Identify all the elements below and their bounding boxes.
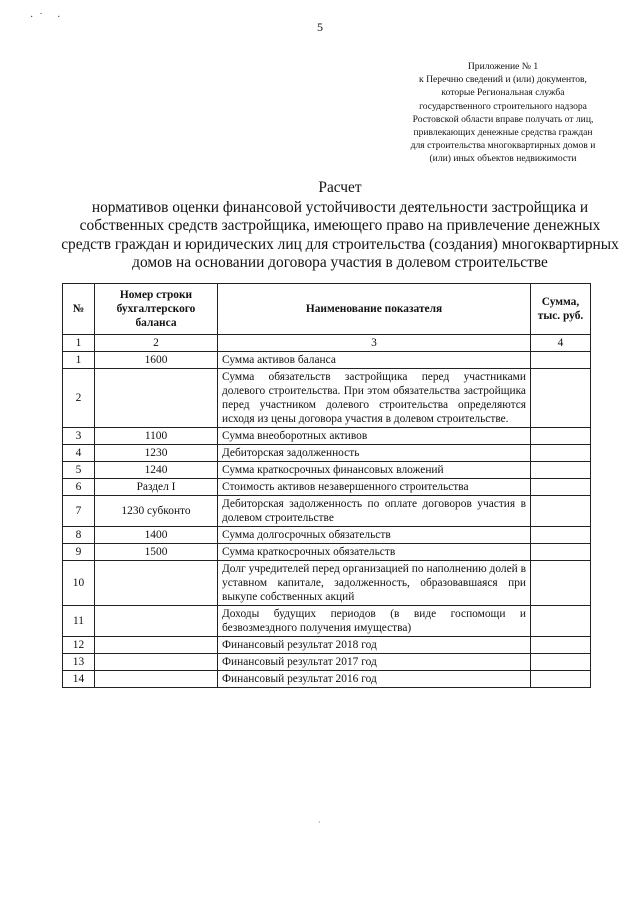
- appendix-line: Приложение № 1: [467, 61, 539, 72]
- appendix-line: для строительства многоквартирных домов и: [410, 140, 596, 152]
- table-row: [63, 445, 591, 462]
- row-number: 3: [63, 428, 95, 445]
- table-row: [63, 462, 591, 479]
- index-cell: 1: [63, 335, 95, 352]
- header-number: №: [63, 284, 95, 335]
- row-number: 13: [63, 654, 95, 671]
- row-sum[interactable]: [531, 637, 591, 654]
- header-indicator-name: Наименование показателя: [218, 284, 531, 335]
- header-balance-line: Номер строки бухгалтерского баланса: [95, 284, 218, 335]
- row-balance-line: 1400: [95, 527, 218, 544]
- table-row: [63, 561, 591, 606]
- row-sum[interactable]: [531, 479, 591, 496]
- row-sum[interactable]: [531, 462, 591, 479]
- row-number: 8: [63, 527, 95, 544]
- row-indicator-name: Доходы будущих периодов (в виде госпомощи и безвозмездного получения имущества): [218, 606, 531, 637]
- table-row: [63, 654, 591, 671]
- appendix-line: которые Региональная служба: [441, 87, 565, 99]
- row-indicator-name: Сумма активов баланса: [218, 352, 531, 369]
- row-indicator-name: Сумма долгосрочных обязательств: [218, 527, 531, 544]
- appendix-line: Ростовской области вправе получать от лиц,: [412, 113, 594, 125]
- row-sum[interactable]: [531, 671, 591, 688]
- row-sum[interactable]: [531, 606, 591, 637]
- row-indicator-name: Финансовый результат 2017 год: [218, 654, 531, 671]
- document-title: [60, 179, 620, 273]
- row-indicator-name: Дебиторская задолженность: [218, 445, 531, 462]
- table-row: [63, 637, 591, 654]
- row-balance-line: 1100: [95, 428, 218, 445]
- row-sum[interactable]: [531, 369, 591, 428]
- row-balance-line: [95, 637, 218, 654]
- row-sum[interactable]: [531, 561, 591, 606]
- row-balance-line: Раздел I: [95, 479, 218, 496]
- appendix-note: [388, 60, 618, 166]
- row-balance-line: [95, 606, 218, 637]
- row-number: 12: [63, 637, 95, 654]
- scan-mark: ·: [318, 818, 321, 827]
- row-balance-line: 1500: [95, 544, 218, 561]
- page-number: 5: [317, 20, 323, 34]
- table-row: [63, 428, 591, 445]
- row-indicator-name: Сумма краткосрочных финансовых вложений: [218, 462, 531, 479]
- row-indicator-name: Финансовый результат 2018 год: [218, 637, 531, 654]
- table-row: [63, 496, 591, 527]
- row-balance-line: [95, 369, 218, 428]
- row-number: 2: [63, 369, 95, 428]
- row-sum[interactable]: [531, 496, 591, 527]
- row-balance-line: [95, 654, 218, 671]
- row-sum[interactable]: [531, 654, 591, 671]
- row-indicator-name: Сумма внеоборотных активов: [218, 428, 531, 445]
- row-number: 6: [63, 479, 95, 496]
- table-row: [63, 369, 591, 428]
- row-indicator-name: Сумма обязательств застройщика перед участниками долевого строительства. При этом обязательства застройщика перед участником долевого строительства определяются исходя из цены договора участия в долевом строительстве.: [218, 369, 531, 428]
- table-row: [63, 527, 591, 544]
- scan-specks: ·˙ ·: [30, 12, 67, 23]
- row-balance-line: 1230: [95, 445, 218, 462]
- table-row: [63, 544, 591, 561]
- table-row: [63, 479, 591, 496]
- row-number: 9: [63, 544, 95, 561]
- row-sum[interactable]: [531, 352, 591, 369]
- row-number: 7: [63, 496, 95, 527]
- appendix-line: к Перечню сведений и (или) документов,: [419, 74, 587, 86]
- index-cell: 3: [218, 335, 531, 352]
- row-indicator-name: Стоимость активов незавершенного строительства: [218, 479, 531, 496]
- indicators-table: [62, 283, 591, 688]
- row-balance-line: [95, 561, 218, 606]
- row-indicator-name: Финансовый результат 2016 год: [218, 671, 531, 688]
- table-row: [63, 606, 591, 637]
- row-indicator-name: Дебиторская задолженность по оплате договоров участия в долевом строительстве: [218, 496, 531, 527]
- row-balance-line: 1230 субконто: [95, 496, 218, 527]
- row-indicator-name: Долг учредителей перед организацией по наполнению долей в уставном капитале, задолженность, образовавшаяся при выкупе собственных акций: [218, 561, 531, 606]
- row-indicator-name: Сумма краткосрочных обязательств: [218, 544, 531, 561]
- index-cell: 4: [531, 335, 591, 352]
- row-number: 11: [63, 606, 95, 637]
- row-number: 5: [63, 462, 95, 479]
- appendix-line: (или) иных объектов недвижимости: [429, 153, 577, 165]
- title-heading: Расчет: [318, 179, 362, 196]
- header-sum: Сумма, тыс. руб.: [531, 284, 591, 335]
- appendix-line: государственного строительного надзора: [419, 100, 587, 112]
- table-row: [63, 352, 591, 369]
- column-index-row: [63, 335, 591, 352]
- row-sum[interactable]: [531, 527, 591, 544]
- index-cell: 2: [95, 335, 218, 352]
- row-sum[interactable]: [531, 544, 591, 561]
- row-balance-line: 1240: [95, 462, 218, 479]
- table-row: [63, 671, 591, 688]
- row-number: 14: [63, 671, 95, 688]
- title-subheading: нормативов оценки финансовой устойчивости деятельности застройщика и собственных средств застройщика, имеющего право на привлечение денежных средств граждан и юридических лиц для строительства (создания) многоквартирных домов на основании договора участия в долевом строительстве: [61, 198, 619, 272]
- row-sum[interactable]: [531, 428, 591, 445]
- row-number: 4: [63, 445, 95, 462]
- row-sum[interactable]: [531, 445, 591, 462]
- row-balance-line: [95, 671, 218, 688]
- row-balance-line: 1600: [95, 352, 218, 369]
- table-header-row: [63, 284, 591, 335]
- row-number: 1: [63, 352, 95, 369]
- row-number: 10: [63, 561, 95, 606]
- appendix-line: привлекающих денежные средства граждан: [413, 127, 593, 139]
